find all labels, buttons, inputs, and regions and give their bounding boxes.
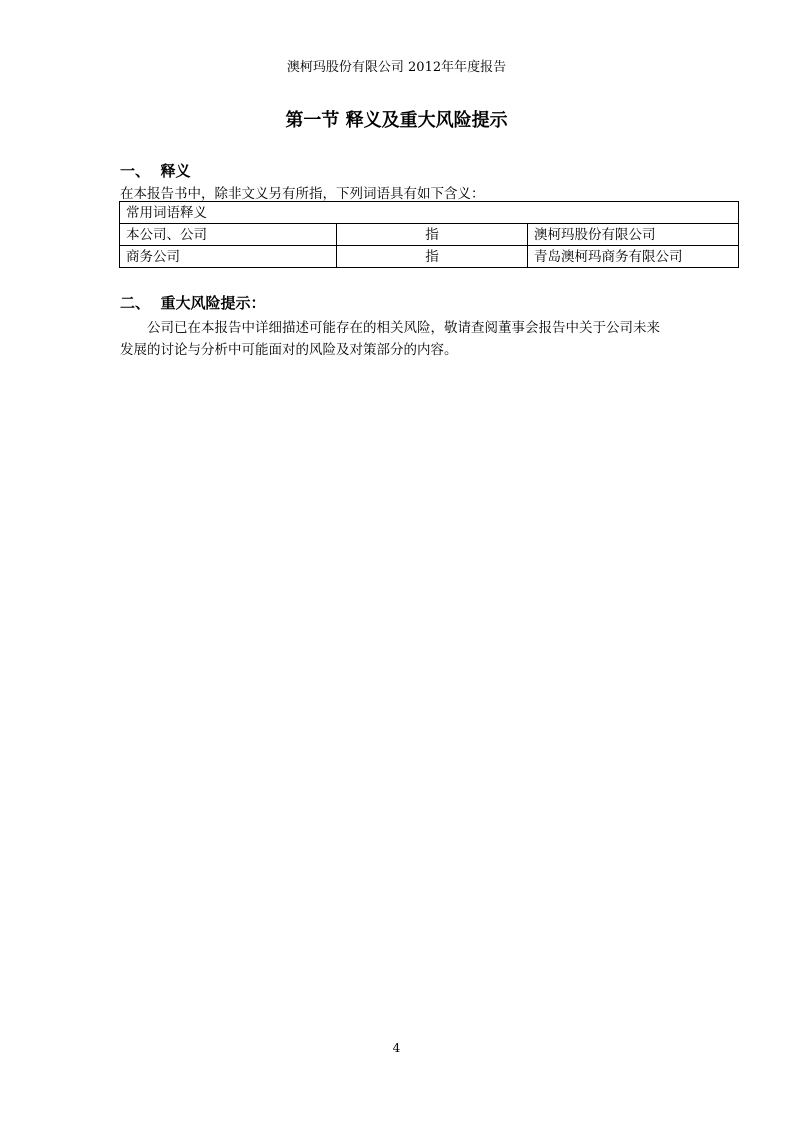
term-cell: 商务公司 xyxy=(120,246,337,268)
risk-paragraph-line1: 公司已在本报告中详细描述可能存在的相关风险，敬请查阅董事会报告中关于公司未来 xyxy=(147,320,660,336)
refers-cell: 指 xyxy=(337,224,528,246)
page-number: 4 xyxy=(392,1041,401,1055)
term-cell: 本公司、公司 xyxy=(120,224,337,246)
meaning-cell: 青岛澳柯玛商务有限公司 xyxy=(528,246,739,268)
refers-cell: 指 xyxy=(337,246,528,268)
table-caption: 常用词语释义 xyxy=(120,202,739,224)
table-caption-row xyxy=(120,202,739,224)
meaning-cell: 澳柯玛股份有限公司 xyxy=(528,224,739,246)
definitions-intro: 在本报告书中，除非文义另有所指，下列词语具有如下含义： xyxy=(120,186,485,202)
risk-heading: 二、 重大风险提示： xyxy=(120,294,266,312)
section-title: 第一节 释义及重大风险提示 xyxy=(285,110,508,131)
definitions-heading: 一、 释义 xyxy=(120,162,191,180)
table-row xyxy=(120,246,739,268)
risk-paragraph-line2: 发展的讨论与分析中可能面对的风险及对策部分的内容。 xyxy=(120,342,458,358)
running-header: 澳柯玛股份有限公司 2012年年度报告 xyxy=(286,60,507,75)
table-row xyxy=(120,224,739,246)
definitions-table xyxy=(119,201,739,268)
